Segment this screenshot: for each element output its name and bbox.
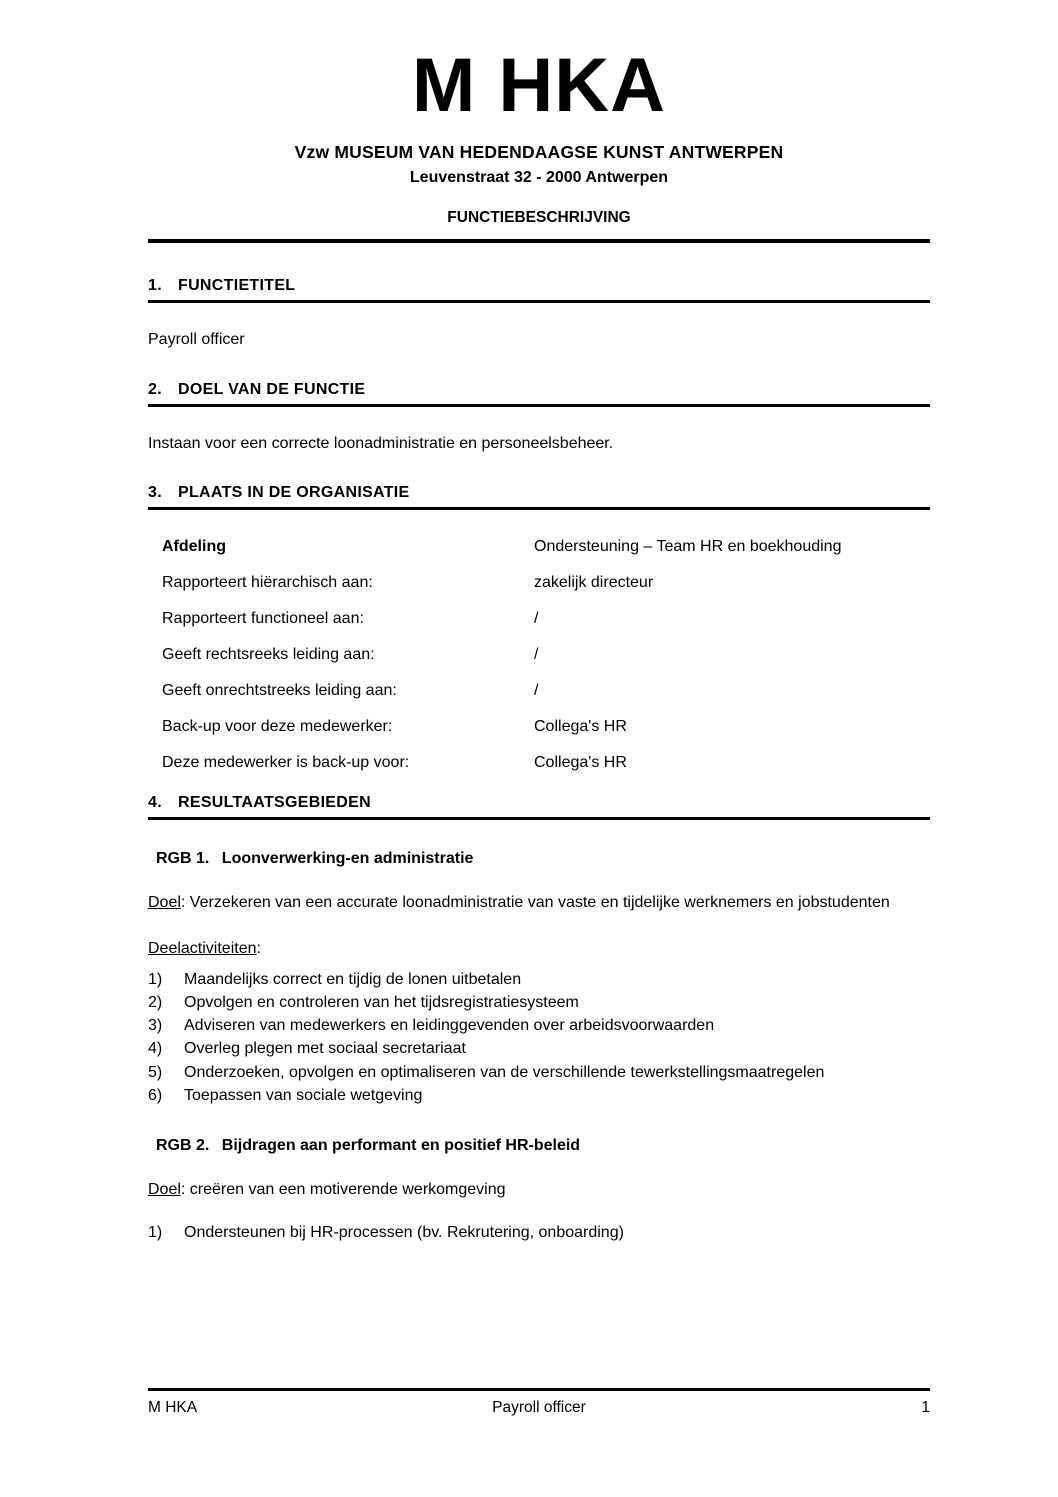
row-label: Back-up voor deze medewerker: [162, 718, 393, 736]
footer-left: M HKA [148, 1399, 198, 1416]
organisation-name: Vzw MUSEUM VAN HEDENDAAGSE KUNST ANTWERPEN [294, 142, 784, 162]
list-item [148, 1014, 930, 1037]
deelactiviteiten-colon: : [256, 939, 261, 957]
list-item-index: 1) [148, 1223, 163, 1241]
list-item [148, 1084, 930, 1107]
list-item [148, 1221, 930, 1244]
rgb-1-deelactiviteiten-label [148, 940, 930, 958]
table-row [162, 538, 930, 556]
row-value: / [534, 610, 539, 628]
footer-center: Payroll officer [492, 1399, 586, 1416]
list-item-text: Toepassen van sociale wetgeving [184, 1086, 423, 1104]
list-item-index: 3) [148, 1017, 163, 1035]
section-1-divider [148, 300, 930, 303]
page-footer [148, 1388, 930, 1417]
list-item-text: Adviseren van medewerkers en leidinggevenden over arbeidsvoorwaarden [184, 1017, 715, 1035]
logo-text-m: M [412, 43, 477, 128]
section-2-title: DOEL VAN DE FUNCTIE [178, 380, 366, 398]
list-item [148, 1037, 930, 1060]
rgb-1-doel-label: Doel [148, 894, 181, 912]
list-item-text: Ondersteunen bij HR-processen (bv. Rekrutering, onboarding) [184, 1223, 624, 1241]
section-2-body: Instaan voor een correcte loonadministratie en personeelsbeheer. [148, 434, 614, 452]
list-item-index: 5) [148, 1063, 163, 1081]
mhka-logo [148, 43, 930, 128]
row-value: zakelijk directeur [534, 574, 654, 592]
section-1-heading [148, 277, 930, 300]
rgb-2-doel [148, 1179, 930, 1201]
rgb-1-doel [148, 892, 930, 914]
rgb-2-activity-list [148, 1221, 930, 1244]
list-item [148, 991, 930, 1014]
section-2 [148, 381, 930, 407]
section-2-heading [148, 381, 930, 404]
row-label: Geeft onrechtstreeks leiding aan: [162, 682, 397, 700]
row-value: Collega's HR [534, 718, 627, 736]
rgb-1-number: RGB 1. [156, 850, 210, 868]
section-3-divider [148, 507, 930, 510]
section-3-number: 3. [148, 484, 162, 502]
rgb-1-title: Loonverwerking-en administratie [221, 850, 474, 868]
table-row [162, 718, 930, 736]
section-1-number: 1. [148, 277, 162, 294]
list-item-index: 1) [148, 970, 163, 988]
rgb-2-doel-text: : creëren van een motiverende werkomgeving [180, 1180, 506, 1198]
table-row [162, 610, 930, 628]
section-1-title: FUNCTIETITEL [178, 277, 296, 294]
section-4-number: 4. [148, 794, 162, 812]
list-item-text: Onderzoeken, opvolgen en optimaliseren van de verschillende tewerkstellingsmaatregelen [184, 1063, 825, 1081]
header-divider [148, 239, 930, 243]
list-item-index: 2) [148, 993, 163, 1011]
rgb-2-number: RGB 2. [156, 1136, 210, 1154]
row-value: / [534, 646, 539, 664]
list-item-index: 4) [148, 1040, 163, 1058]
list-item [148, 1061, 930, 1084]
row-value: Collega's HR [534, 754, 627, 772]
list-item-text: Opvolgen en controleren van het tijdsregistratiesysteem [184, 993, 579, 1011]
row-label: Afdeling [162, 538, 226, 556]
rgb-2-doel-label: Doel [148, 1180, 181, 1198]
page-number: 1 [921, 1399, 930, 1416]
rgb-2-title: Bijdragen aan performant en positief HR-beleid [221, 1136, 581, 1154]
section-4-title: RESULTAATSGEBIEDEN [178, 794, 371, 812]
document-type: FUNCTIEBESCHRIJVING [447, 209, 631, 226]
rgb-1-activity-list [148, 968, 930, 1107]
row-label: Deze medewerker is back-up voor: [162, 754, 410, 772]
footer-row [148, 1399, 930, 1417]
logo-text-hka: HKA [498, 43, 666, 128]
section-4-divider [148, 817, 930, 820]
table-row [162, 682, 930, 700]
section-1 [148, 277, 930, 303]
section-2-divider [148, 404, 930, 407]
table-row [162, 646, 930, 664]
section-4-heading [148, 794, 930, 817]
section-1-body: Payroll officer [148, 331, 245, 348]
table-row [162, 574, 930, 592]
list-item-text: Maandelijks correct en tijdig de lonen uitbetalen [184, 970, 522, 988]
deelactiviteiten-word: Deelactiviteiten [148, 939, 257, 957]
rgb-1-doel-text: : Verzekeren van een accurate loonadministratie van vaste en tijdelijke werknemers en jobstudenten [180, 894, 890, 912]
rgb-2-heading [156, 1137, 930, 1155]
section-4 [148, 794, 930, 820]
row-value: / [534, 682, 539, 700]
list-item-text: Overleg plegen met sociaal secretariaat [184, 1040, 466, 1058]
row-label: Rapporteert hiërarchisch aan: [162, 574, 373, 592]
list-item-index: 6) [148, 1086, 163, 1104]
organisation-table [162, 538, 930, 772]
row-label: Rapporteert functioneel aan: [162, 610, 364, 628]
row-value: Ondersteuning – Team HR en boekhouding [534, 538, 842, 556]
section-3-title: PLAATS IN DE ORGANISATIE [178, 484, 410, 502]
section-3-heading [148, 484, 930, 507]
rgb-1-heading [156, 850, 930, 868]
section-2-number: 2. [148, 380, 162, 398]
organisation-address: Leuvenstraat 32 - 2000 Antwerpen [409, 169, 669, 186]
footer-divider [148, 1388, 930, 1391]
table-row [162, 754, 930, 772]
section-3 [148, 484, 930, 510]
row-label: Geeft rechtsreeks leiding aan: [162, 646, 375, 664]
list-item [148, 968, 930, 991]
document-content [148, 0, 930, 1244]
